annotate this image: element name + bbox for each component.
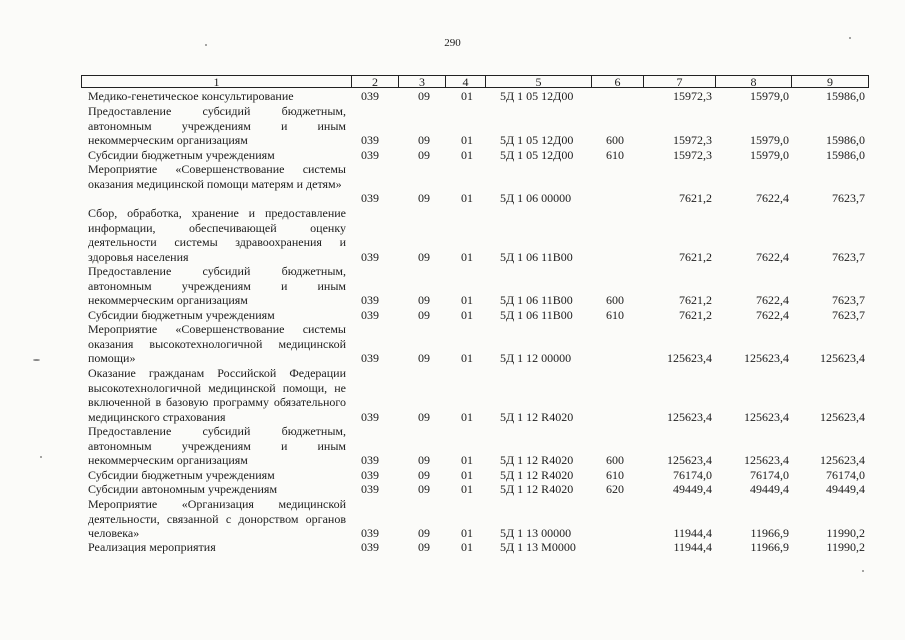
row-description: Оказание гражданам Российской Федерации высокотехнологичной медицинской помощи, не включенной в базовую программу обязательного медицинского страхования [88, 366, 346, 424]
row-y1: 11944,4 [673, 526, 712, 541]
row-description: Предоставление субсидий бюджетным, автономным учреждениям и иным некоммерческим организациям [88, 104, 346, 148]
row-y3: 15986,0 [826, 133, 865, 148]
column-header: 3 [398, 76, 445, 87]
row-adm: 039 [361, 351, 379, 366]
column-header: 8 [715, 76, 791, 87]
row-y3: 76174,0 [826, 468, 865, 482]
row-y1: 7621,2 [679, 191, 712, 206]
row-y2: 49449,4 [750, 482, 789, 496]
row-rz: 09 [418, 89, 430, 103]
row-y3: 49449,4 [826, 482, 865, 496]
row-y3: 125623,4 [820, 453, 865, 468]
row-rz: 09 [418, 540, 430, 554]
row-rz: 09 [418, 482, 430, 496]
row-adm: 039 [361, 526, 379, 541]
row-y3: 7623,7 [832, 308, 865, 322]
scan-speck [849, 37, 851, 39]
row-y1: 15972,3 [673, 148, 712, 162]
row-prz: 01 [461, 249, 473, 264]
row-rz: 09 [418, 351, 430, 366]
row-y3: 11990,2 [826, 526, 865, 541]
row-adm: 039 [361, 482, 379, 496]
row-csr: 5Д 1 06 11В00 [500, 249, 573, 264]
row-y2: 125623,4 [744, 453, 789, 468]
row-adm: 039 [361, 540, 379, 554]
row-rz: 09 [418, 308, 430, 322]
row-description: Предоставление субсидий бюджетным, автономным учреждениям и иным некоммерческим организациям [88, 264, 346, 308]
row-vr: 610 [606, 148, 624, 162]
row-description: Субсидии автономным учреждениям [88, 482, 278, 496]
row-prz: 01 [461, 191, 473, 206]
row-prz: 01 [461, 308, 473, 322]
row-y3: 15986,0 [826, 148, 865, 162]
page-number: 290 [444, 37, 461, 49]
row-prz: 01 [461, 526, 473, 541]
row-y2: 7622,4 [756, 249, 789, 264]
row-prz: 01 [461, 482, 473, 496]
row-y1: 7621,2 [679, 308, 712, 322]
row-description: Медико-генетическое консультирование [88, 89, 294, 103]
column-header: 2 [351, 76, 398, 87]
row-y2: 15979,0 [750, 89, 789, 103]
row-prz: 01 [461, 468, 473, 482]
column-header: 4 [445, 76, 485, 87]
row-csr: 5Д 1 05 12Д00 [500, 89, 574, 103]
row-vr: 600 [606, 133, 624, 148]
row-y1: 7621,2 [679, 249, 712, 264]
row-y2: 7622,4 [756, 293, 789, 308]
row-y2: 125623,4 [744, 351, 789, 366]
row-y1: 7621,2 [679, 293, 712, 308]
row-y3: 7623,7 [832, 191, 865, 206]
row-prz: 01 [461, 293, 473, 308]
row-vr: 620 [606, 482, 624, 496]
row-vr: 610 [606, 468, 624, 482]
row-y2: 15979,0 [750, 133, 789, 148]
row-y2: 11966,9 [750, 526, 789, 541]
row-description: Субсидии бюджетным учреждениям [88, 468, 275, 482]
row-y3: 7623,7 [832, 293, 865, 308]
row-prz: 01 [461, 89, 473, 103]
row-rz: 09 [418, 453, 430, 468]
row-adm: 039 [361, 468, 379, 482]
row-y3: 11990,2 [826, 540, 865, 554]
row-vr: 600 [606, 293, 624, 308]
row-y3: 15986,0 [826, 89, 865, 103]
row-y1: 125623,4 [667, 453, 712, 468]
row-y2: 125623,4 [744, 409, 789, 424]
column-header: 6 [591, 76, 643, 87]
row-y2: 11966,9 [750, 540, 789, 554]
row-csr: 5Д 1 12 00000 [500, 351, 572, 366]
row-y3: 7623,7 [832, 249, 865, 264]
row-csr: 5Д 1 06 11В00 [500, 293, 573, 308]
row-y2: 7622,4 [756, 191, 789, 206]
column-header: 7 [643, 76, 715, 87]
row-adm: 039 [361, 133, 379, 148]
row-csr: 5Д 1 12 R4020 [500, 468, 574, 482]
row-csr: 5Д 1 13 00000 [500, 526, 572, 541]
row-prz: 01 [461, 148, 473, 162]
row-description: Мероприятие «Организация медицинской деятельности, связанной с донорством органов человека» [88, 497, 346, 541]
scan-speck [205, 44, 207, 46]
row-prz: 01 [461, 351, 473, 366]
row-description: Мероприятие «Совершенствование системы оказания высокотехнологичной медицинской помощи» [88, 322, 346, 366]
row-adm: 039 [361, 409, 379, 424]
row-y2: 15979,0 [750, 148, 789, 162]
row-adm: 039 [361, 308, 379, 322]
row-prz: 01 [461, 453, 473, 468]
row-adm: 039 [361, 89, 379, 103]
row-csr: 5Д 1 13 М0000 [500, 540, 576, 554]
row-csr: 5Д 1 06 00000 [500, 191, 572, 206]
scan-speck [33, 359, 40, 361]
row-y1: 125623,4 [667, 409, 712, 424]
row-csr: 5Д 1 06 11В00 [500, 308, 573, 322]
row-adm: 039 [361, 148, 379, 162]
scan-speck [862, 570, 864, 572]
row-y1: 15972,3 [673, 133, 712, 148]
row-csr: 5Д 1 05 12Д00 [500, 148, 574, 162]
row-y1: 49449,4 [673, 482, 712, 496]
row-description: Субсидии бюджетным учреждениям [88, 148, 275, 162]
row-y3: 125623,4 [820, 351, 865, 366]
scan-speck [40, 456, 42, 458]
row-csr: 5Д 1 12 R4020 [500, 409, 574, 424]
row-adm: 039 [361, 249, 379, 264]
row-adm: 039 [361, 293, 379, 308]
row-prz: 01 [461, 540, 473, 554]
row-csr: 5Д 1 12 R4020 [500, 482, 574, 496]
row-y1: 76174,0 [673, 468, 712, 482]
row-rz: 09 [418, 409, 430, 424]
row-y1: 11944,4 [673, 540, 712, 554]
row-rz: 09 [418, 293, 430, 308]
row-prz: 01 [461, 409, 473, 424]
row-description: Сбор, обработка, хранение и предоставление информации, обеспечивающей оценку деятельности системы здравоохранения и здоровья населения [88, 206, 346, 264]
row-y2: 76174,0 [750, 468, 789, 482]
row-description: Реализация мероприятия [88, 540, 216, 554]
row-description: Предоставление субсидий бюджетным, автономным учреждениям и иным некоммерческим организациям [88, 424, 346, 468]
row-y1: 15972,3 [673, 89, 712, 103]
row-rz: 09 [418, 249, 430, 264]
row-prz: 01 [461, 133, 473, 148]
column-header: 5 [485, 76, 591, 87]
row-rz: 09 [418, 468, 430, 482]
row-y3: 125623,4 [820, 409, 865, 424]
row-adm: 039 [361, 191, 379, 206]
row-description: Субсидии бюджетным учреждениям [88, 308, 275, 322]
row-rz: 09 [418, 133, 430, 148]
row-csr: 5Д 1 05 12Д00 [500, 133, 574, 148]
row-rz: 09 [418, 148, 430, 162]
row-vr: 600 [606, 453, 624, 468]
row-adm: 039 [361, 453, 379, 468]
row-rz: 09 [418, 526, 430, 541]
row-csr: 5Д 1 12 R4020 [500, 453, 574, 468]
column-header-row [81, 75, 869, 88]
row-y2: 7622,4 [756, 308, 789, 322]
row-vr: 610 [606, 308, 624, 322]
row-y1: 125623,4 [667, 351, 712, 366]
row-rz: 09 [418, 191, 430, 206]
column-header: 9 [791, 76, 868, 87]
column-header: 1 [213, 75, 220, 89]
row-description: Мероприятие «Совершенствование системы оказания медицинской помощи матерям и детям» [88, 162, 346, 191]
